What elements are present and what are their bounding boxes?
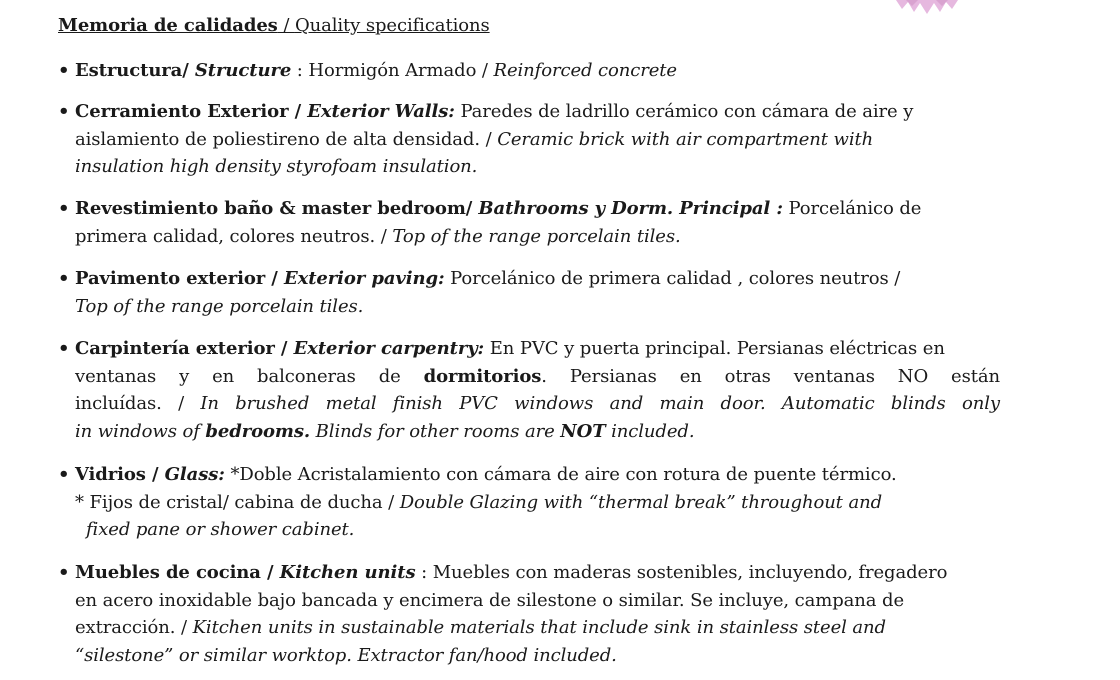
- bullet: •: [58, 562, 70, 583]
- text-es: incluídas. /: [75, 393, 201, 414]
- text-es: Paredes de ladrillo cerámico con cámara de aire y: [454, 101, 914, 122]
- title-en: Quality specifications: [294, 15, 490, 36]
- spec-line: [58, 489, 1058, 517]
- text-en: in windows of: [75, 420, 206, 442]
- text-es: . Persianas en otras ventanas NO están: [541, 365, 1000, 387]
- spec-line: [58, 418, 1058, 446]
- text-en: In brushed metal finish PVC windows and main door. Automatic blinds only: [200, 393, 1000, 414]
- spec-line: [58, 223, 1058, 251]
- bullet: •: [58, 268, 70, 289]
- spec-line: [58, 98, 1058, 126]
- spec-line: [58, 461, 1058, 489]
- spec-item-exterior-walls: [58, 98, 1058, 181]
- spec-line: [58, 265, 1058, 293]
- label-en: Glass:: [164, 464, 225, 485]
- bullet: •: [58, 60, 70, 81]
- spec-line: [58, 614, 1058, 642]
- spec-line: [58, 153, 1058, 181]
- text-en: included.: [605, 420, 695, 442]
- title-es: Memoria de calidades: [58, 15, 278, 36]
- text-en-bold: bedrooms.: [205, 420, 311, 442]
- label-es: Cerramiento Exterior /: [75, 101, 308, 122]
- text-es: Porcelánico de: [782, 198, 922, 219]
- label-en: Kitchen units: [279, 562, 416, 583]
- text-es: Muebles con maderas sostenibles, incluyendo, fregadero: [427, 562, 948, 583]
- spec-line: [58, 516, 1058, 544]
- spec-line: [58, 126, 1058, 154]
- label-en: Exterior carpentry:: [293, 338, 485, 359]
- title-sep: /: [277, 15, 295, 36]
- spec-item-exterior-paving: [58, 265, 1058, 320]
- text-es: Hormigón Armado /: [302, 60, 494, 81]
- text-es: En PVC y puerta principal. Persianas eléctricas en: [484, 338, 945, 359]
- spec-line: [58, 363, 1000, 391]
- spec-line: [58, 335, 1058, 363]
- label-es: Vidrios /: [75, 464, 165, 485]
- text-en: Blinds for other rooms are: [310, 420, 561, 442]
- label-es: Muebles de cocina /: [75, 562, 280, 583]
- text-en: Kitchen units in sustainable materials that include sink in stainless steel and: [192, 617, 886, 638]
- text-es: primera calidad, colores neutros. /: [75, 225, 393, 247]
- text-es-bold: dormitorios: [423, 365, 542, 387]
- text-en: Ceramic brick with air compartment with: [497, 128, 874, 150]
- spec-item-kitchen-units: [58, 559, 1058, 669]
- logo-fragment-icon: [892, 0, 962, 18]
- text-en: Reinforced concrete: [493, 60, 677, 81]
- spec-line: [58, 587, 1058, 615]
- text-es: Porcelánico de primera calidad , colores neutros /: [444, 268, 901, 289]
- text-en: “silestone” or similar worktop. Extractor fan/hood included.: [75, 644, 617, 666]
- spec-line: [58, 642, 1058, 670]
- text-es: aislamiento de poliestireno de alta densidad. /: [75, 128, 498, 150]
- label-en: Structure: [188, 60, 292, 81]
- label-colon: :: [291, 60, 303, 81]
- spec-item-bathrooms: [58, 195, 1058, 250]
- spec-line: [58, 559, 1058, 587]
- label-es: Carpintería exterior /: [75, 338, 294, 359]
- text-en: fixed pane or shower cabinet.: [86, 519, 355, 540]
- label-en: Exterior Walls:: [307, 101, 455, 122]
- spec-line: [58, 57, 1058, 85]
- text-en: Double Glazing with “thermal break” throughout and: [399, 491, 882, 513]
- bullet: •: [58, 338, 70, 359]
- label-colon: :: [415, 562, 428, 583]
- spec-item-exterior-carpentry: [58, 335, 1058, 445]
- bullet: •: [58, 101, 70, 122]
- text-es: en acero inoxidable bajo bancada y encimera de silestone o similar. Se incluye, campana de: [75, 589, 904, 611]
- spec-item-glass: [58, 461, 1058, 544]
- bullet: •: [58, 198, 70, 219]
- label-en: Exterior paving:: [283, 268, 445, 289]
- spec-line: [58, 390, 1000, 418]
- text-en: Top of the range porcelain tiles.: [392, 225, 681, 247]
- label-es: Revestimiento baño & master bedroom/: [75, 198, 479, 219]
- text-en-bold: NOT: [560, 420, 606, 442]
- label-es: Estructura/: [75, 60, 189, 81]
- text-en: insulation high density styrofoam insulation.: [75, 156, 478, 177]
- page-title: [58, 15, 490, 36]
- text-en: Top of the range porcelain tiles.: [75, 295, 364, 317]
- label-en: Bathrooms y Dorm. Principal :: [478, 198, 783, 219]
- text-es: * Fijos de cristal/ cabina de ducha /: [75, 491, 400, 513]
- label-es: Pavimento exterior /: [75, 268, 284, 289]
- text-es: extracción. /: [75, 617, 193, 638]
- bullet: •: [58, 464, 70, 485]
- spec-item-structure: [58, 57, 1058, 85]
- spec-line: [58, 195, 1058, 223]
- spec-line: [58, 293, 1058, 321]
- text-es: ventanas y en balconeras de: [75, 365, 424, 387]
- text-es: *Doble Acristalamiento con cámara de aire con rotura de puente térmico.: [224, 464, 897, 485]
